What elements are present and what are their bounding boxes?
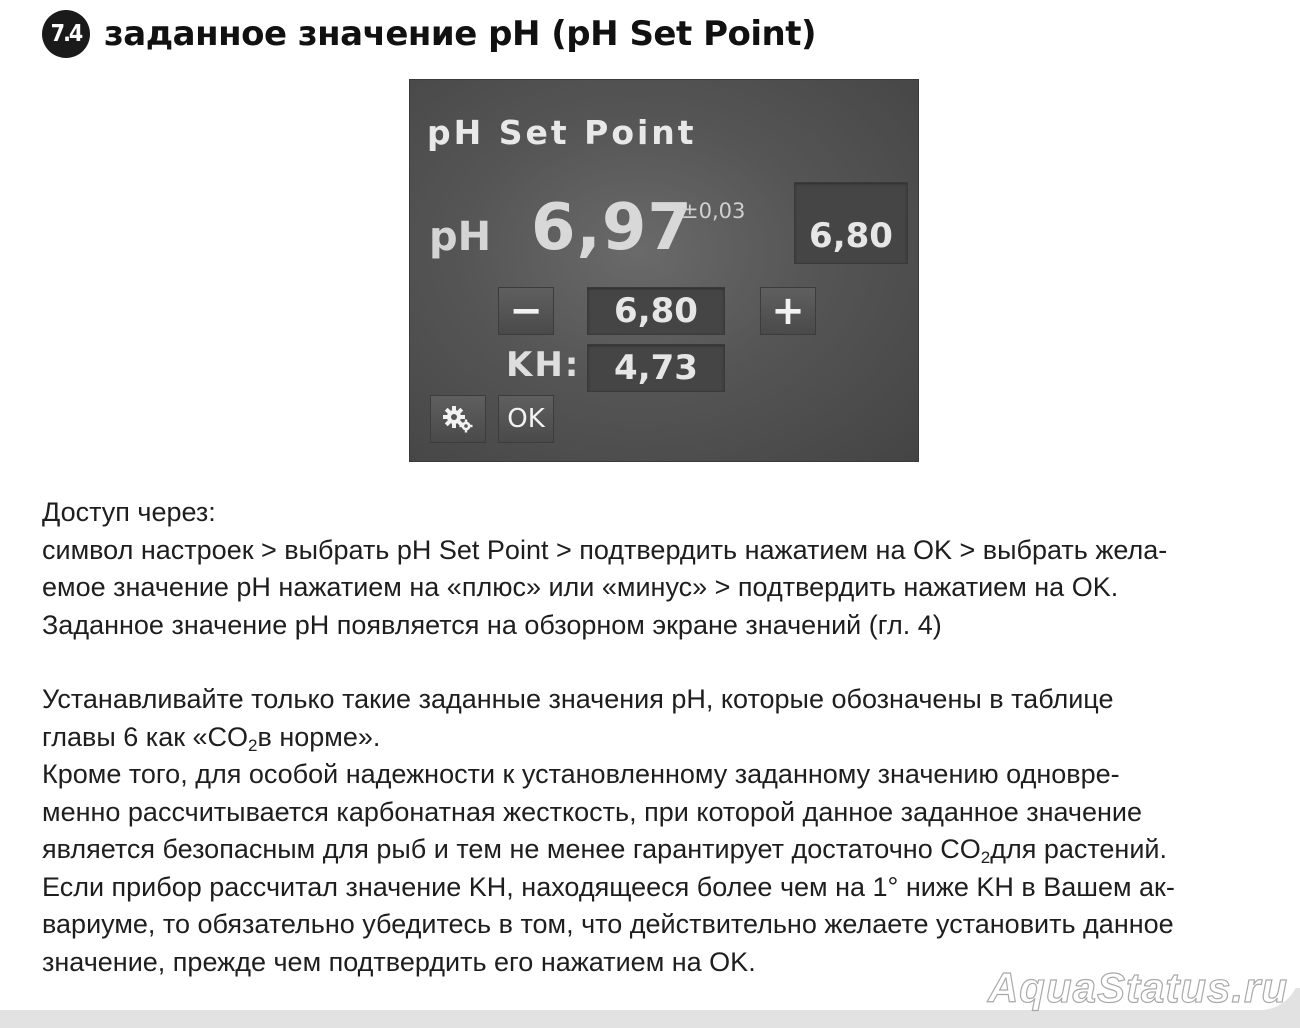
- instructions-text: [42, 494, 1282, 981]
- setpoint-value-field: 6,80: [587, 287, 725, 335]
- device-screen: [409, 79, 919, 462]
- screen-title: pH Set Point: [427, 113, 697, 152]
- text-line: емое значение pH нажатием на «плюс» или «минус» > подтвердить нажатием на OK.: [42, 572, 1119, 602]
- section-heading: [42, 10, 816, 58]
- text-line: значение, прежде чем подтвердить его нажатием на OK.: [42, 946, 756, 977]
- access-heading: Доступ через:: [42, 497, 216, 527]
- kh-label: KH:: [506, 345, 581, 385]
- ph-tolerance: ±0,03: [681, 199, 746, 223]
- watermark: AquaStatus.ru: [987, 964, 1288, 1011]
- text-line: главы 6 как «$CO_2в$ норме».: [42, 721, 381, 755]
- gears-icon: [441, 404, 475, 434]
- section-title: заданное значение pH (pH Set Point): [104, 14, 817, 54]
- text-line: символ настроек > выбрать pH Set Point > подтвердить нажатием на OK > выбрать жела-: [42, 534, 1168, 565]
- ph-current-value: 6,97: [531, 191, 693, 265]
- text-line: Кроме того, для особой надежности к установленному заданному значению одновре-: [42, 759, 1120, 789]
- kh-value-field: 4,73: [587, 344, 725, 392]
- minus-button[interactable]: −: [498, 287, 554, 335]
- section-number-badge: 7.4: [42, 10, 90, 58]
- text-line: менно рассчитывается карбонатная жесткость, при которой данное заданное значение: [42, 796, 1143, 827]
- text-line: вариуме, то обязательно убедитесь в том, что действительно желаете установить данное: [42, 909, 1174, 939]
- ph-label: pH: [429, 214, 492, 260]
- text-line: Заданное значение pH появляется на обзорном экране значений (гл. 4): [42, 609, 942, 640]
- text-line: является безопасным для рыб и тем не менее гарантирует достаточно $CO_2для$ растений.: [42, 834, 1168, 867]
- ok-button[interactable]: OK: [498, 395, 554, 443]
- text-line: Если прибор рассчитал значение KH, находящееся более чем на 1° ниже KH в Вашем ак-: [42, 871, 1175, 902]
- current-setpoint-display: 6,80: [794, 182, 908, 264]
- plus-button[interactable]: +: [760, 287, 816, 335]
- settings-button[interactable]: [430, 395, 486, 443]
- text-line: Устанавливайте только такие заданные значения pH, которые обозначены в таблице: [42, 684, 1114, 714]
